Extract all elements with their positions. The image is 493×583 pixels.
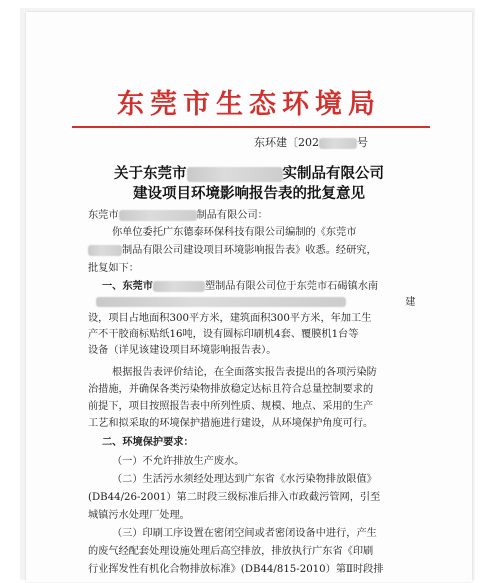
paragraph-line: 前提下，项目按照报告表中所列性质、规模、地点、采用的生产 (88, 401, 374, 412)
requirement-line: (DB44/26-2001）第二时段三级标准后排入市政截污管网，引至 (88, 492, 381, 503)
section-one-text: 塑制品有限公司位于东莞市石碣镇水南 (204, 281, 379, 292)
document-number-text: 东环建〔202 (254, 136, 319, 149)
redaction-block (96, 297, 346, 307)
red-divider-line (72, 126, 430, 128)
section-one-line (96, 296, 415, 309)
section-one-line (102, 280, 378, 293)
body-line (88, 244, 377, 257)
redaction-block (88, 245, 122, 256)
salutation (88, 209, 268, 222)
redaction-block (187, 167, 283, 182)
document-page (26, 12, 472, 582)
requirement-line: 行业挥发性有机化合物排放标准》(DB44/815-2010）第Ⅱ时段排 (88, 564, 384, 575)
requirement-line: （二）生活污水须经处理达到广东省《水污染物排放限值》 (112, 474, 377, 485)
letterhead-title: 东莞市生态环境局 (117, 89, 381, 120)
redaction-block (119, 210, 197, 221)
paragraph-line: 工艺和拟采取的环境保护措施进行建设，从环境保护角度可行。 (88, 418, 374, 429)
salutation-suffix: 制品有限公司： (196, 210, 268, 221)
requirement-line: （三）印刷工序设置在密闭空间或者密闭设备中进行，产生 (112, 528, 377, 539)
requirement-line: （一）不允许排放生产废水。 (112, 456, 245, 467)
document-number-suffix: 号 (357, 136, 368, 149)
paragraph-line: 根据报告表评价结论，在全面落实报告表提出的各项污染防 (112, 367, 377, 378)
document-number (254, 134, 368, 150)
section-one-tail: 建 (405, 297, 416, 308)
title-suffix: 实制品有限公司 (282, 166, 384, 182)
salutation-prefix: 东莞市 (88, 210, 119, 221)
title-prefix: 关于东莞市 (114, 166, 187, 182)
redaction-block (319, 138, 357, 149)
requirement-line: 城镇污水处理厂处理。 (88, 510, 190, 521)
document-title-line-2: 建设项目环境影响报告表的批复意见 (133, 186, 365, 202)
document-title-line-1 (26, 162, 472, 183)
paragraph-line: 治措施，并确保各类污染物排放稳定达标且符合总量控制要求的 (88, 384, 374, 395)
section-one-line: 设备（详见该建设项目环境影响报告表）。 (88, 345, 277, 356)
requirement-line: 的废气经配套处理设施处理后高空排放，排放执行广东省《印刷 (88, 546, 374, 557)
section-two-heading: 二、环境保护要求： (102, 436, 194, 448)
section-one-label: 一、东莞市 (102, 280, 153, 292)
section-one-line: 产不干胶商标贴纸16吨，设有圆标印刷机4套、覆膜机1台等 (88, 329, 359, 340)
redaction-block (153, 281, 205, 292)
body-line-text: 制品有限公司建设项目环境影响报告表》收悉。经研究， (122, 245, 377, 256)
body-line: 批复如下： (88, 263, 139, 274)
section-one-line: 设，项目占地面积300平方米，建筑面积300平方米，年加工生 (88, 313, 372, 324)
body-line: 你单位委托广东德泰环保科技有限公司编制的《东莞市 (112, 227, 357, 238)
